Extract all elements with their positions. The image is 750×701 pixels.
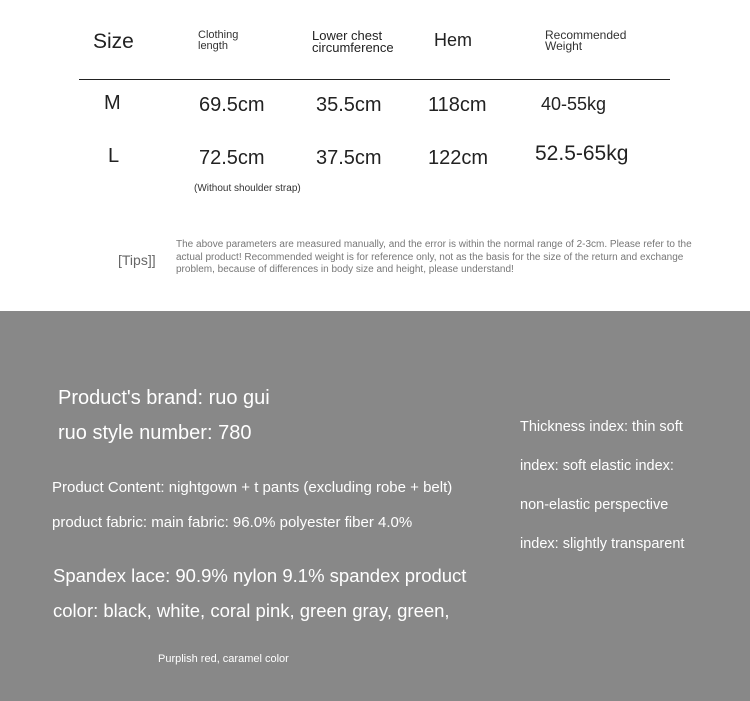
row-m-clothing-length: 69.5cm: [199, 94, 265, 116]
row-m-size: M: [104, 92, 121, 114]
product-spandex-lace: Spandex lace: 90.9% nylon 9.1% spandex product: [53, 565, 467, 586]
tips-label: [Tips]]: [118, 252, 156, 268]
tips-line-1: The above parameters are measured manually, and the error is within the normal range of 2-3cm. Please refer to the: [176, 239, 692, 250]
tips-line-2: actual product! Recommended weight is for reference only, not as the basis for the size of the return and exchange: [176, 251, 684, 263]
row-l-size: L: [108, 145, 120, 167]
header-recommended-weight-line1: Recommended: [545, 28, 627, 42]
index-line-1: Thickness index: thin soft: [520, 419, 683, 435]
product-color-extra: Purplish red, caramel color: [158, 653, 289, 665]
index-line-3: non-elastic perspective: [520, 497, 669, 513]
header-recommended-weight-line2: Weight: [545, 39, 583, 53]
tips-text: [176, 239, 744, 277]
shoulder-strap-note: (Without shoulder strap): [194, 183, 301, 194]
product-fabric: product fabric: main fabric: 96.0% polyester fiber 4.0%: [52, 514, 413, 531]
tips-line-3: problem, because of differences in body size and height, please understand!: [176, 264, 514, 275]
row-m-lower-chest: 35.5cm: [316, 94, 382, 116]
index-line-2: index: soft elastic index:: [520, 458, 674, 474]
product-brand: Product's brand: ruo gui: [58, 387, 270, 409]
header-lower-chest: [312, 30, 394, 54]
header-lower-chest-line1: Lower chest: [312, 28, 383, 43]
row-m-weight: 40-55kg: [541, 94, 607, 114]
row-l-lower-chest: 37.5cm: [316, 147, 382, 169]
index-line-4: index: slightly transparent: [520, 536, 685, 552]
header-recommended-weight: [545, 30, 626, 52]
row-l-clothing-length: 72.5cm: [199, 147, 265, 169]
product-color: color: black, white, coral pink, green gray, green,: [53, 600, 450, 621]
header-clothing-length-line2: length: [198, 40, 228, 52]
header-size: Size: [93, 30, 134, 53]
header-hem: Hem: [434, 30, 473, 50]
header-divider: [79, 79, 670, 80]
header-lower-chest-line2: circumference: [312, 40, 394, 55]
product-style-number: ruo style number: 780: [58, 422, 252, 444]
row-l-weight: 52.5-65kg: [535, 142, 629, 165]
header-clothing-length-line1: Clothing: [198, 29, 239, 41]
row-l-hem: 122cm: [428, 147, 489, 169]
header-clothing-length: [198, 30, 238, 52]
product-content: Product Content: nightgown + t pants (excluding robe + belt): [52, 479, 453, 496]
row-m-hem: 118cm: [428, 94, 487, 116]
size-chart-section: [0, 0, 750, 311]
